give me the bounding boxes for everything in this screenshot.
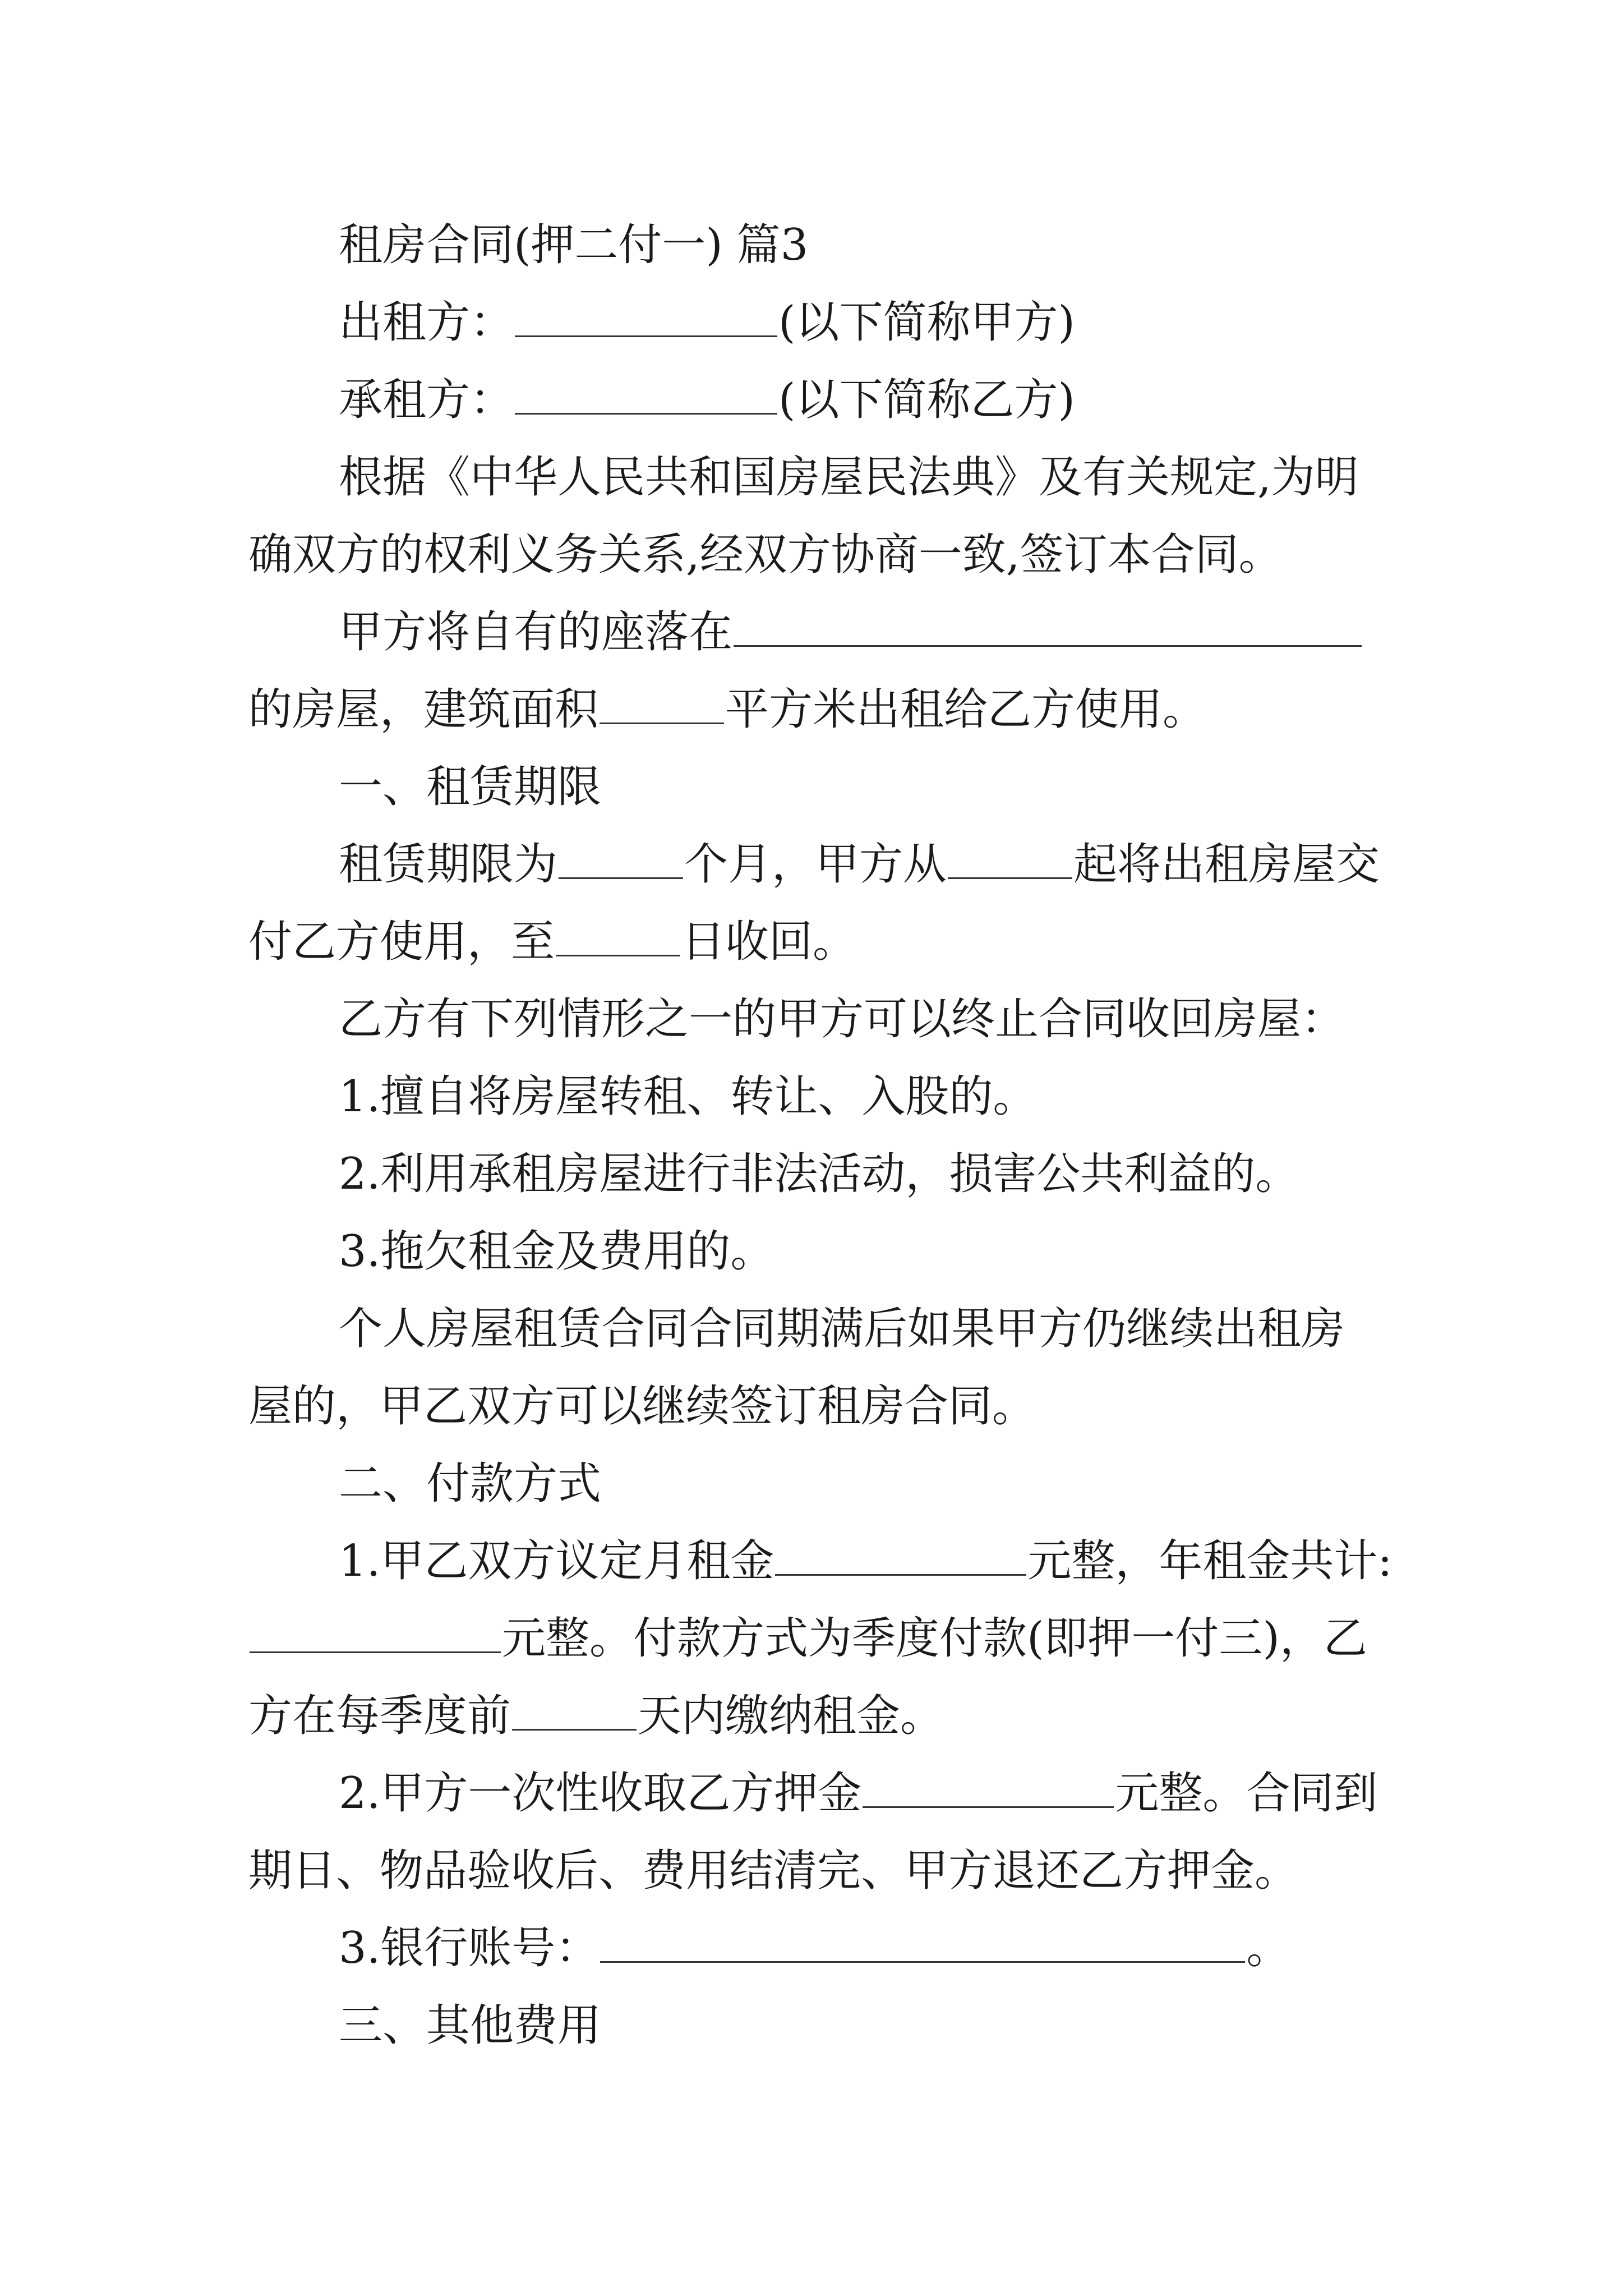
payment-3-line	[339, 1909, 1290, 1987]
renewal-line-1	[339, 1290, 1345, 1368]
section-3-text: 三、其他费用	[339, 2000, 602, 2051]
deposit-blank	[863, 1767, 1114, 1808]
area-blank	[600, 683, 724, 724]
lessee-blank	[515, 374, 777, 415]
section-3-title	[339, 1986, 601, 2065]
contract-title	[339, 206, 808, 284]
term-line-2	[248, 903, 856, 981]
bank-account-label: 3.银行账号：	[339, 1923, 600, 1973]
lessor-label: 出租方：	[339, 297, 514, 348]
termination-item-3-text: 3.拖欠租金及费用的。	[339, 1226, 774, 1277]
lessor-suffix: (以下简称甲方)	[778, 297, 1075, 348]
renewal-text-2: 屋的，甲乙双方可以继续签订租房合同。	[248, 1381, 1036, 1432]
lessor-line	[339, 283, 1075, 362]
payment-1-text-3a: 方在每季度前	[248, 1691, 511, 1741]
payment-2-line-1	[339, 1754, 1377, 1833]
lessee-line	[339, 361, 1075, 439]
preamble-line-1	[339, 438, 1359, 517]
bank-account-end: 。	[1246, 1923, 1290, 1973]
term-text-1b: 个月，甲方从	[684, 839, 947, 890]
payment-1-line-1	[339, 1522, 1393, 1600]
termination-item-1	[339, 1057, 1036, 1136]
section-1-title	[339, 748, 601, 826]
payment-2-line-2	[248, 1832, 1298, 1910]
section-2-text: 二、付款方式	[339, 1458, 602, 1509]
preamble-text-2: 确双方的权利义务关系,经双方协商一致,签订本合同。	[248, 530, 1283, 580]
termination-item-3	[339, 1212, 774, 1291]
payment-2-text-2: 期日、物品验收后、费用结清完、甲方退还乙方押金。	[248, 1846, 1299, 1896]
property-line-2	[248, 670, 1206, 749]
payment-1-line-3	[248, 1677, 944, 1755]
preamble-line-2	[248, 516, 1283, 594]
payment-1-text-2b: 元整。付款方式为季度付款(即押一付三)，乙	[502, 1613, 1367, 1664]
lessee-label: 承租方：	[339, 375, 514, 425]
term-text-1a: 租赁期限为	[339, 839, 558, 890]
lessor-blank	[515, 296, 777, 337]
term-start-blank	[948, 838, 1072, 879]
section-2-title	[339, 1444, 601, 1523]
payment-2-text-1b: 元整。合同到	[1115, 1768, 1378, 1819]
term-text-2a: 付乙方使用，至	[248, 917, 555, 967]
payment-2-text-1a: 2.甲方一次性收取乙方押金	[339, 1768, 862, 1819]
renewal-text-1: 个人房屋租赁合同合同期满后如果甲方仍继续出租房	[339, 1304, 1345, 1354]
annual-rent-blank	[250, 1612, 501, 1653]
lessee-suffix: (以下简称乙方)	[778, 375, 1075, 425]
term-text-1c: 起将出租房屋交	[1073, 839, 1380, 890]
property-location-blank	[734, 606, 1362, 647]
term-months-blank	[559, 838, 683, 879]
title-text: 租房合同(押二付一) 篇3	[339, 220, 809, 270]
payment-1-text-3b: 天内缴纳租金。	[638, 1691, 944, 1741]
termination-intro-text: 乙方有下列情形之一的甲方可以终止合同收回房屋：	[339, 994, 1345, 1045]
renewal-line-2	[248, 1367, 1036, 1446]
property-line-1	[339, 593, 1363, 671]
term-line-1	[339, 825, 1380, 904]
payment-1-text-1a: 1.甲乙双方议定月租金	[339, 1536, 774, 1586]
payment-days-blank	[512, 1690, 637, 1731]
termination-intro	[339, 980, 1345, 1059]
monthly-rent-blank	[775, 1535, 1026, 1576]
bank-account-blank	[600, 1922, 1245, 1963]
termination-item-2-text: 2.利用承租房屋进行非法活动，损害公共利益的。	[339, 1149, 1299, 1199]
termination-item-2	[339, 1135, 1299, 1213]
preamble-text-1: 根据《中华人民共和国房屋民法典》及有关规定,为明	[339, 452, 1359, 503]
termination-item-1-text: 1.擅自将房屋转租、转让、入股的。	[339, 1071, 1037, 1122]
term-text-2b: 日收回。	[681, 917, 857, 967]
property-text-2b: 平方米出租给乙方使用。	[725, 684, 1207, 735]
payment-1-text-1b: 元整，年租金共计:	[1027, 1536, 1393, 1586]
section-1-text: 一、租赁期限	[339, 762, 602, 812]
payment-1-line-2	[248, 1599, 1367, 1678]
term-end-blank	[556, 915, 680, 956]
property-text-1: 甲方将自有的座落在	[339, 607, 733, 657]
property-text-2a: 的房屋，建筑面积	[248, 684, 599, 735]
